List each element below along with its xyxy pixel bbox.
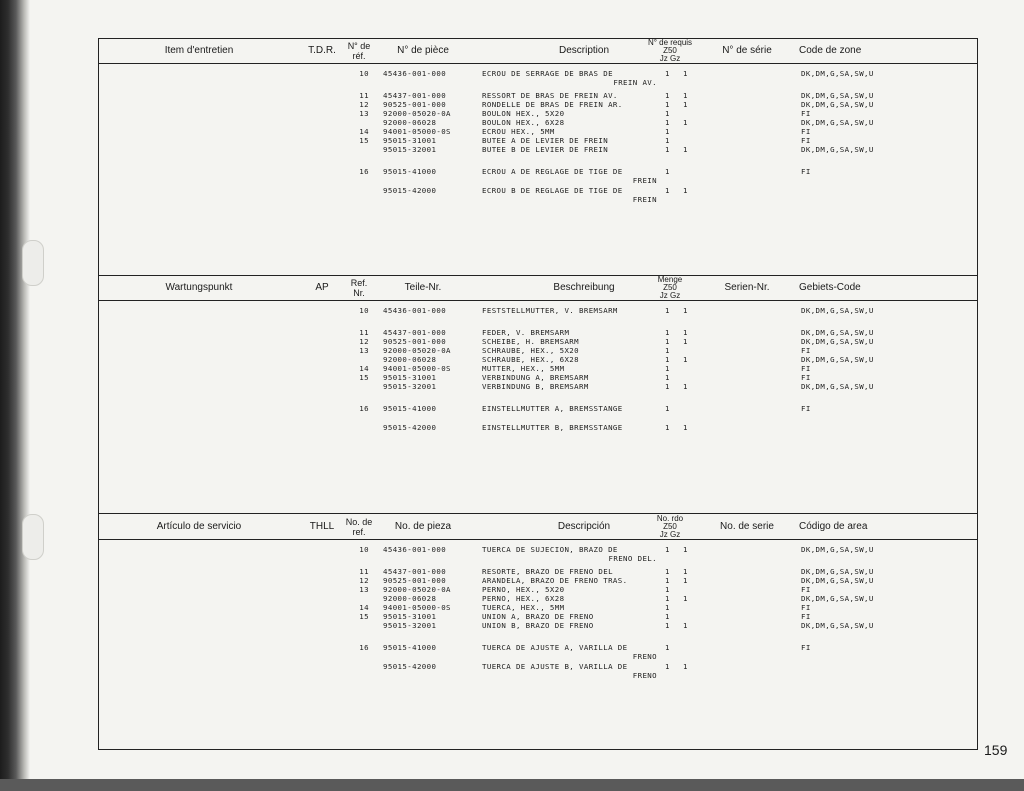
zone-code: DK,DM,G,SA,SW,U [801,567,874,576]
header-qty-cols: Jz Gz [659,291,681,300]
part-description: BOULON HEX., 5X20 [482,109,565,118]
qty-jz: 1 [665,423,670,432]
zone-code: FI [801,612,811,621]
header-ref: Ref. Nr. [350,278,368,298]
qty-jz: 1 [665,337,670,346]
parts-row [99,423,977,433]
ref-number: 14 [359,364,369,373]
ref-number: 10 [359,306,369,315]
part-number: 95015-42000 [383,662,437,671]
header-part: Teile-Nr. [404,282,442,293]
part-number: 45436-001-000 [383,306,447,315]
qty-gz: 1 [683,594,688,603]
header-part: N° de pièce [397,45,449,56]
qty-jz: 1 [665,545,670,554]
parts-row [99,621,977,631]
header-ref: No. de ref. [345,517,373,537]
zone-code: DK,DM,G,SA,SW,U [801,306,874,315]
qty-gz: 1 [683,662,688,671]
part-description: ECROU B DE REGLAGE DE TIGE DE [482,186,623,195]
part-number: 45437-001-000 [383,328,447,337]
part-description: FEDER, V. BREMSARM [482,328,570,337]
part-description-continued: FRENO [632,671,657,680]
ref-number: 15 [359,136,369,145]
part-description: TUERCA, HEX., 5MM [482,603,565,612]
qty-gz: 1 [683,328,688,337]
qty-jz: 1 [665,612,670,621]
qty-gz: 1 [683,382,688,391]
part-number: 92000-06028 [383,118,437,127]
qty-jz: 1 [665,100,670,109]
part-number: 95015-41000 [383,643,437,652]
part-number: 95015-31001 [383,373,437,382]
zone-code: DK,DM,G,SA,SW,U [801,118,874,127]
part-description: RONDELLE DE BRAS DE FREIN AR. [482,100,623,109]
part-number: 94001-05000-0S [383,127,451,136]
ref-number: 13 [359,585,369,594]
part-number: 94001-05000-0S [383,364,451,373]
part-description-continued: FRENO [632,652,657,661]
part-number: 92000-06028 [383,594,437,603]
part-number: 45436-001-000 [383,69,447,78]
page-binding-shadow [0,0,30,791]
ref-number: 10 [359,69,369,78]
part-description: ECROU HEX., 5MM [482,127,555,136]
zone-code: DK,DM,G,SA,SW,U [801,337,874,346]
header-item: Artículo de servicio [156,521,242,532]
header-qty-model: Z50 [663,46,677,55]
part-number: 92000-06028 [383,355,437,364]
header-qty-model: Z50 [663,522,677,531]
zone-code: DK,DM,G,SA,SW,U [801,145,874,154]
parts-row [99,186,977,204]
part-description: RESSORT DE BRAS DE FREIN AV. [482,91,618,100]
qty-gz: 1 [683,100,688,109]
part-description: UNION B, BRAZO DE FRENO [482,621,594,630]
part-description: PERNO, HEX., 5X20 [482,585,565,594]
zone-code: DK,DM,G,SA,SW,U [801,355,874,364]
zone-code: DK,DM,G,SA,SW,U [801,328,874,337]
zone-code: FI [801,346,811,355]
part-description: ECROU DE SERRAGE DE BRAS DE [482,69,613,78]
header-qty-model: Z50 [663,283,677,292]
section-divider [99,513,977,514]
part-number: 92000-05020-0A [383,109,451,118]
ref-number: 12 [359,337,369,346]
header-qty-cols: Jz Gz [659,530,681,539]
binder-ring-hole-upper [22,240,44,286]
qty-jz: 1 [665,328,670,337]
qty-jz: 1 [665,69,670,78]
header-qty-cols: Jz Gz [659,54,681,63]
header-qty [635,276,705,300]
part-description-continued: FREIN [632,195,657,204]
qty-jz: 1 [665,127,670,136]
parts-row [99,404,977,414]
header-tdr: AP [315,282,329,293]
part-number: 95015-32001 [383,621,437,630]
ref-number: 12 [359,100,369,109]
qty-jz: 1 [665,373,670,382]
section-header-es [99,515,977,539]
part-description: TUERCA DE AJUSTE A, VARILLA DE [482,643,628,652]
part-number: 92000-05020-0A [383,346,451,355]
part-description: BUTEE A DE LEVIER DE FREIN [482,136,609,145]
qty-gz: 1 [683,91,688,100]
qty-jz: 1 [665,603,670,612]
header-zone: Código de area [799,521,868,532]
qty-jz: 1 [665,355,670,364]
part-number: 95015-32001 [383,382,437,391]
ref-number: 15 [359,373,369,382]
part-number: 90525-001-000 [383,337,447,346]
qty-gz: 1 [683,423,688,432]
zone-code: FI [801,603,811,612]
header-item: Wartungspunkt [165,282,233,293]
header-description: Descripción [557,521,611,532]
qty-jz: 1 [665,404,670,413]
header-rule [99,63,977,64]
page-number: 159 [984,742,1008,758]
zone-code: FI [801,136,811,145]
header-item: Item d'entretien [164,45,234,56]
header-serial: N° de série [722,45,772,56]
part-number: 94001-05000-0S [383,603,451,612]
zone-code: FI [801,127,811,136]
zone-code: FI [801,404,811,413]
header-qty-label: N° de requis [647,38,693,47]
qty-jz: 1 [665,382,670,391]
ref-number: 13 [359,109,369,118]
part-description: EINSTELLMUTTER A, BREMSSTANGE [482,404,623,413]
ref-number: 13 [359,346,369,355]
parts-table-frame [98,38,978,750]
part-description: ECROU A DE REGLAGE DE TIGE DE [482,167,623,176]
header-serial: No. de serie [720,521,774,532]
zone-code: FI [801,364,811,373]
qty-jz: 1 [665,109,670,118]
section-header-de [99,276,977,300]
ref-number: 16 [359,404,369,413]
qty-gz: 1 [683,186,688,195]
part-number: 95015-41000 [383,404,437,413]
parts-row [99,545,977,563]
part-description: VERBINDUNG B, BREMSARM [482,382,589,391]
qty-gz: 1 [683,545,688,554]
header-qty-label: No. rdo [656,514,684,523]
ref-number: 11 [359,567,369,576]
qty-jz: 1 [665,662,670,671]
part-description: BOULON HEX., 6X28 [482,118,565,127]
qty-jz: 1 [665,91,670,100]
qty-jz: 1 [665,306,670,315]
qty-jz: 1 [665,136,670,145]
ref-number: 11 [359,91,369,100]
parts-row [99,382,977,392]
qty-jz: 1 [665,167,670,176]
header-tdr: THLL [309,521,335,532]
part-number: 90525-001-000 [383,576,447,585]
zone-code: DK,DM,G,SA,SW,U [801,69,874,78]
zone-code: DK,DM,G,SA,SW,U [801,594,874,603]
header-description: Beschreibung [553,282,615,293]
qty-gz: 1 [683,355,688,364]
qty-gz: 1 [683,567,688,576]
qty-jz: 1 [665,643,670,652]
header-qty-label: Menge [657,275,683,284]
qty-gz: 1 [683,576,688,585]
ref-number: 14 [359,127,369,136]
parts-row [99,145,977,155]
qty-jz: 1 [665,346,670,355]
part-number: 90525-001-000 [383,100,447,109]
parts-row [99,69,977,87]
qty-jz: 1 [665,585,670,594]
zone-code: DK,DM,G,SA,SW,U [801,545,874,554]
part-description: RESORTE, BRAZO DE FRENO DEL [482,567,613,576]
part-number: 95015-41000 [383,167,437,176]
part-description: SCHEIBE, H. BREMSARM [482,337,579,346]
qty-jz: 1 [665,118,670,127]
parts-row [99,662,977,680]
header-rule [99,539,977,540]
part-description: MUTTER, HEX., 5MM [482,364,565,373]
qty-jz: 1 [665,186,670,195]
header-part: No. de pieza [394,521,452,532]
part-description-continued: FREIN [632,176,657,185]
ref-number: 12 [359,576,369,585]
header-rule [99,300,977,301]
header-description: Description [558,45,610,56]
part-description: TUERCA DE SUJECION, BRAZO DE [482,545,618,554]
parts-row [99,643,977,661]
part-description: SCHRAUBE, HEX., 6X28 [482,355,579,364]
ref-number: 16 [359,167,369,176]
zone-code: FI [801,167,811,176]
header-zone: Gebiets-Code [799,282,861,293]
parts-row [99,306,977,316]
part-number: 95015-42000 [383,186,437,195]
header-zone: Code de zone [799,45,862,56]
part-number: 95015-42000 [383,423,437,432]
part-number: 45437-001-000 [383,91,447,100]
section-header-fr [99,39,977,63]
part-description: VERBINDUNG A, BREMSARM [482,373,589,382]
qty-jz: 1 [665,145,670,154]
ref-number: 15 [359,612,369,621]
part-description: UNION A, BRAZO DE FRENO [482,612,594,621]
part-description: ARANDELA, BRAZO DE FRENO TRAS. [482,576,628,585]
qty-gz: 1 [683,69,688,78]
zone-code: FI [801,109,811,118]
part-number: 95015-31001 [383,136,437,145]
qty-gz: 1 [683,621,688,630]
qty-jz: 1 [665,576,670,585]
ref-number: 11 [359,328,369,337]
qty-gz: 1 [683,118,688,127]
zone-code: DK,DM,G,SA,SW,U [801,91,874,100]
ref-number: 10 [359,545,369,554]
header-tdr: T.D.R. [308,45,336,56]
parts-row [99,167,977,185]
qty-jz: 1 [665,364,670,373]
zone-code: FI [801,585,811,594]
scan-bottom-edge [0,779,1024,791]
header-ref: N° de réf. [347,41,371,61]
part-number: 95015-32001 [383,145,437,154]
part-description: TUERCA DE AJUSTE B, VARILLA DE [482,662,628,671]
part-description: PERNO, HEX., 6X28 [482,594,565,603]
ref-number: 14 [359,603,369,612]
part-description: FESTSTELLMUTTER, V. BREMSARM [482,306,618,315]
zone-code: DK,DM,G,SA,SW,U [801,576,874,585]
zone-code: FI [801,373,811,382]
qty-gz: 1 [683,145,688,154]
binder-ring-hole-lower [22,514,44,560]
qty-gz: 1 [683,337,688,346]
header-qty [635,39,705,63]
part-description-continued: FREIN AV. [613,78,657,87]
part-description: BUTEE B DE LEVIER DE FREIN [482,145,609,154]
qty-jz: 1 [665,567,670,576]
qty-gz: 1 [683,306,688,315]
part-number: 95015-31001 [383,612,437,621]
qty-jz: 1 [665,594,670,603]
qty-jz: 1 [665,621,670,630]
header-serial: Serien-Nr. [724,282,770,293]
part-description: SCHRAUBE, HEX., 5X20 [482,346,579,355]
part-number: 45437-001-000 [383,567,447,576]
part-description-continued: FRENO DEL. [608,554,657,563]
zone-code: DK,DM,G,SA,SW,U [801,100,874,109]
header-qty [635,515,705,539]
zone-code: FI [801,643,811,652]
zone-code: DK,DM,G,SA,SW,U [801,621,874,630]
ref-number: 16 [359,643,369,652]
part-number: 92000-05020-0A [383,585,451,594]
part-number: 45436-001-000 [383,545,447,554]
part-description: EINSTELLMUTTER B, BREMSSTANGE [482,423,623,432]
zone-code: DK,DM,G,SA,SW,U [801,382,874,391]
